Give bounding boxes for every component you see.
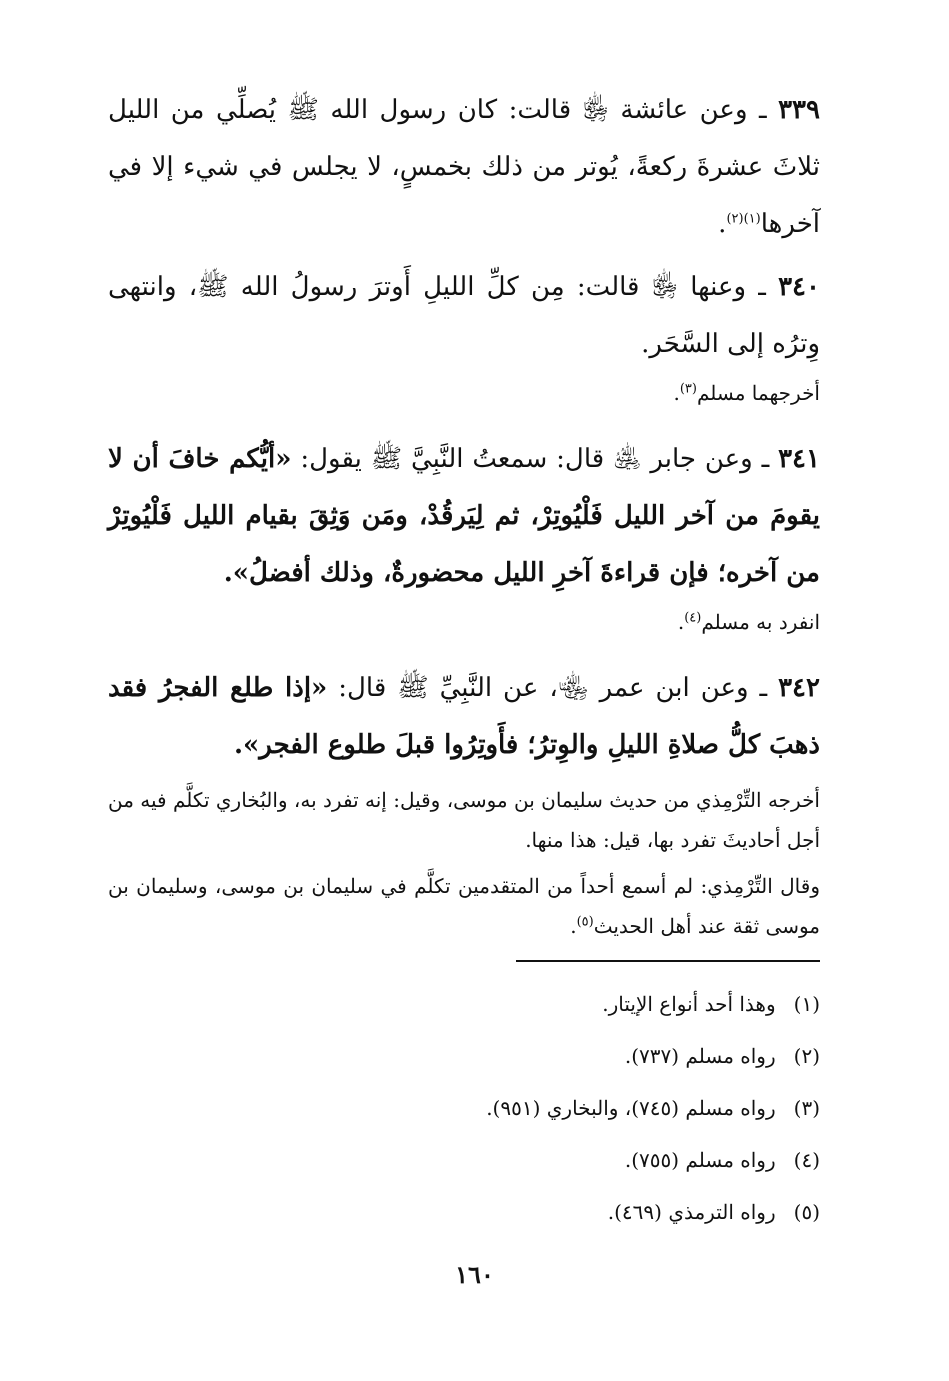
note-text: وقال التِّرْمِذي: لم أسمع أحداً من المتقدمين تكلَّم في سليمان بن موسى، وسليمان بن موسى ثقة عند أهل الحديث (108, 874, 820, 938)
hadith-quote: «أيُّكم خافَ أن لا يقومَ من آخر الليل فَلْيُوتِرْ، ثم لِيَرقُدْ، ومَن وَثِقَ بقيام الليل فَلْيُوتِرْ من آخره؛ فإن قراءةَ آخرِ الليل محضورةٌ، وذلك أفضلُ». (108, 444, 820, 588)
footnote-text: وهذا أحد أنواع الإيتار. (602, 992, 776, 1016)
page-body (108, 82, 820, 946)
note-text: أخرجهما مسلم (696, 381, 820, 405)
hadith-341 (108, 431, 820, 602)
hadith-340 (108, 259, 820, 373)
hadith-note (108, 373, 820, 413)
hadith-dash: ـ (748, 673, 779, 703)
hadith-text: وعنها ﵂ قالت: مِن كلِّ الليلِ أَوترَ رسولُ الله ﷺ، وانتهى وِترُه إلى السَّحَر. (108, 272, 820, 359)
note-end: . (673, 381, 680, 405)
footnote-number: (٣) (793, 1096, 820, 1120)
page-number: ١٦٠ (455, 1260, 494, 1289)
hadith-342 (108, 660, 820, 774)
footnote-item (108, 978, 820, 1030)
hadith-intro: وعن جابر ﵁ قال: سمعتُ النَّبِيَّ ﷺ يقول: (291, 444, 753, 474)
hadith-number: ٣٤٠ (778, 272, 820, 302)
hadith-dash: ـ (746, 272, 779, 302)
hadith-number: ٣٣٩ (778, 95, 820, 125)
hadith-note (108, 602, 820, 642)
hadith-intro: وعن ابن عمر ﵄، عن النَّبِيِّ ﷺ قال: (327, 673, 749, 703)
footnote-text: رواه مسلم (٧٥٥). (624, 1148, 776, 1172)
footnote-ref: (٣) (679, 381, 697, 397)
hadith-number: ٣٤٢ (778, 673, 820, 703)
hadith-text: وعن عائشة ﵂ قالت: كان رسول الله ﷺ يُصلِّي من الليل ثلاثَ عشرةَ ركعةً، يُوتر من ذلك بخمسٍ، لا يجلس في شيء إلا في آخرها (108, 95, 820, 239)
footnote-item (108, 1030, 820, 1082)
footnote-text: رواه مسلم (٧٤٥)، والبخاري (٩٥١). (486, 1096, 776, 1120)
footnote-item (108, 1186, 820, 1238)
footnote-ref: (٥) (576, 914, 594, 930)
hadith-dash: ـ (747, 95, 779, 125)
footnote-item (108, 1134, 820, 1186)
note-text: أخرجه التِّرْمِذي من حديث سليمان بن موسى، وقيل: إنه تفرد به، والبُخاري تكلَّم فيه من أجل أحاديثَ تفرد بها، قيل: هذا منها. (108, 788, 820, 852)
footnote-number: (٤) (793, 1148, 820, 1172)
footnote-text: رواه مسلم (٧٣٧). (624, 1044, 776, 1068)
footnote-ref: (٢) (726, 211, 744, 227)
hadith-number: ٣٤١ (778, 444, 820, 474)
footnote-ref: (٤) (684, 610, 702, 626)
hadith-end: . (718, 209, 727, 239)
note-text: انفرد به مسلم (701, 610, 820, 634)
note-end: . (677, 610, 685, 634)
footnote-ref: (١) (743, 211, 761, 227)
footnotes-list (108, 978, 820, 1238)
note-end: . (570, 914, 577, 938)
footnote-number: (٢) (793, 1044, 820, 1068)
hadith-dash: ـ (752, 444, 779, 474)
footnote-divider (516, 960, 820, 962)
hadith-339 (108, 82, 820, 253)
footnote-item (108, 1082, 820, 1134)
footnote-text: رواه الترمذي (٤٦٩). (607, 1200, 776, 1224)
hadith-quote: «إذا طلع الفجرُ فقد ذهبَ كلُّ صلاةِ الليلِ والوِترُ؛ فأَوتِرُوا قبلَ طلوع الفجر». (108, 673, 820, 760)
hadith-note (108, 780, 820, 860)
footnote-number: (١) (793, 992, 820, 1016)
hadith-note (108, 866, 820, 946)
footnote-number: (٥) (793, 1200, 820, 1224)
